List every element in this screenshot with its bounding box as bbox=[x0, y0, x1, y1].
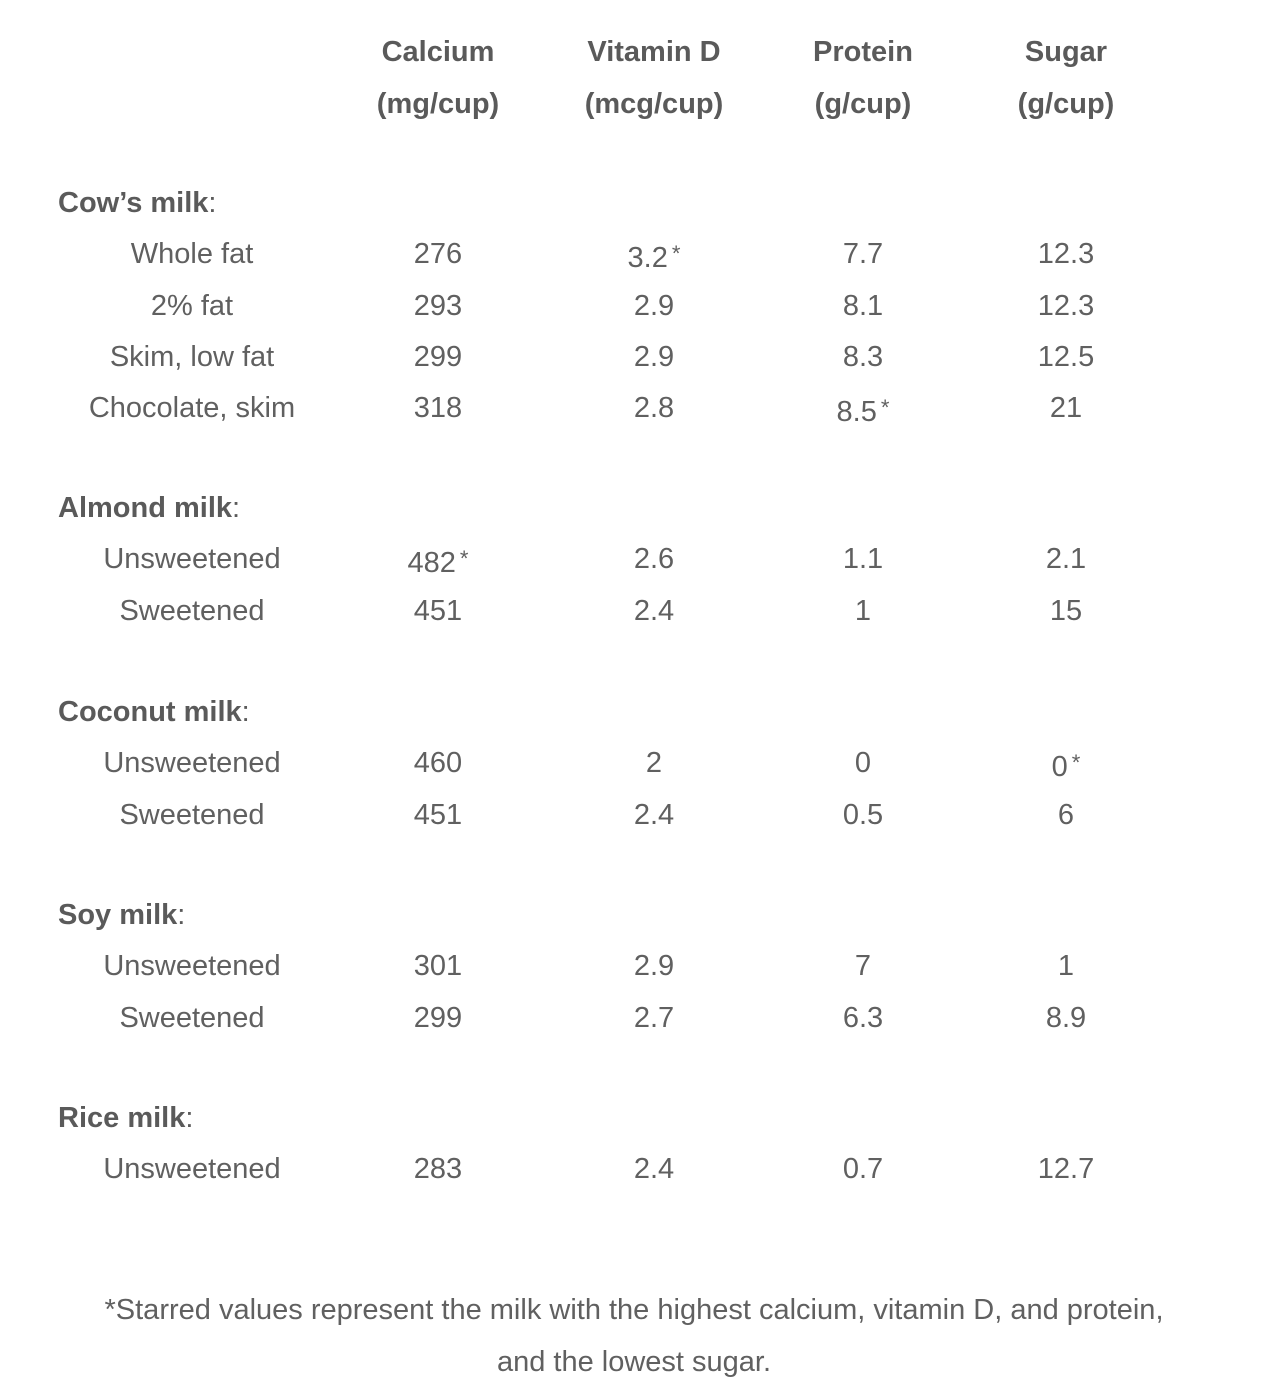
cell-value: 2.8 bbox=[633, 392, 675, 425]
header-protein bbox=[763, 26, 963, 130]
header-calcium-name: Calcium bbox=[381, 36, 495, 68]
cell-calcium bbox=[338, 234, 538, 274]
cell-value: 7 bbox=[854, 950, 872, 983]
cell-calcium bbox=[338, 388, 538, 428]
cell-value: 482 bbox=[407, 547, 456, 580]
group-suffix: : bbox=[177, 899, 186, 931]
star-marker: * bbox=[671, 241, 681, 267]
group-label bbox=[58, 183, 216, 223]
cell-value: 276 bbox=[413, 238, 463, 271]
cell-value: 8.5 bbox=[836, 396, 877, 429]
cell-vitamin-d bbox=[544, 743, 764, 783]
cell-value: 1 bbox=[1057, 950, 1075, 983]
cell-value: 2.9 bbox=[633, 950, 675, 983]
header-protein-unit: (g/cup) bbox=[814, 88, 912, 120]
cell-value: 6.3 bbox=[842, 1001, 884, 1034]
cell-protein bbox=[763, 946, 963, 986]
cell-protein bbox=[763, 234, 963, 274]
cell-calcium bbox=[338, 337, 538, 377]
cell-protein bbox=[763, 286, 963, 326]
cell-value: 1.1 bbox=[842, 543, 884, 576]
group-label bbox=[58, 1098, 193, 1138]
cell-value: 283 bbox=[413, 1153, 463, 1186]
footnote-line-2: and the lowest sugar. bbox=[496, 1346, 772, 1378]
row-label: Chocolate, skim bbox=[88, 392, 296, 425]
cell-calcium bbox=[338, 946, 538, 986]
group-label bbox=[58, 895, 185, 935]
row-label: 2% fat bbox=[150, 289, 234, 322]
cell-sugar bbox=[966, 743, 1166, 787]
group-label bbox=[58, 692, 250, 732]
header-protein-name: Protein bbox=[813, 36, 913, 68]
group-name: Rice milk bbox=[58, 1102, 186, 1134]
cell-sugar bbox=[966, 286, 1166, 326]
group-name: Cow’s milk bbox=[58, 187, 209, 219]
cell-calcium bbox=[338, 286, 538, 326]
cell-value: 2.7 bbox=[633, 1001, 675, 1034]
cell-vitamin-d bbox=[544, 286, 764, 326]
cell-calcium bbox=[338, 591, 538, 631]
cell-value: 12.3 bbox=[1037, 238, 1095, 271]
cell-value: 12.3 bbox=[1037, 289, 1095, 322]
cell-value: 8.3 bbox=[842, 340, 884, 373]
header-vitamin-d-unit: (mcg/cup) bbox=[584, 88, 724, 120]
cell-value: 2.9 bbox=[633, 289, 675, 322]
group-label bbox=[58, 488, 240, 528]
header-sugar bbox=[966, 26, 1166, 130]
cell-protein bbox=[763, 998, 963, 1038]
row-label: Unsweetened bbox=[103, 1153, 281, 1186]
header-sugar-unit: (g/cup) bbox=[1017, 88, 1115, 120]
header-vitamin-d-name: Vitamin D bbox=[587, 36, 721, 68]
cell-calcium bbox=[338, 795, 538, 835]
footnote bbox=[40, 1284, 1228, 1388]
cell-vitamin-d bbox=[544, 1149, 764, 1189]
cell-protein bbox=[763, 795, 963, 835]
cell-value: 451 bbox=[413, 594, 463, 627]
cell-sugar bbox=[966, 591, 1166, 631]
cell-vitamin-d bbox=[544, 795, 764, 835]
cell-value: 0.7 bbox=[842, 1153, 884, 1186]
cell-sugar bbox=[966, 234, 1166, 274]
cell-value: 2.1 bbox=[1045, 543, 1087, 576]
row-label: Sweetened bbox=[119, 594, 265, 627]
group-name: Almond milk bbox=[58, 492, 233, 524]
header-vitamin-d bbox=[544, 26, 764, 130]
row-label: Sweetened bbox=[119, 1001, 265, 1034]
header-sugar-name: Sugar bbox=[1024, 36, 1108, 68]
cell-value: 2 bbox=[645, 747, 663, 780]
group-name: Soy milk bbox=[58, 899, 178, 931]
group-name: Coconut milk bbox=[58, 696, 242, 728]
cell-value: 2.4 bbox=[633, 798, 675, 831]
header-calcium bbox=[338, 26, 538, 130]
cell-value: 2.9 bbox=[633, 340, 675, 373]
cell-sugar bbox=[966, 998, 1166, 1038]
cell-calcium bbox=[338, 998, 538, 1038]
cell-value: 451 bbox=[413, 798, 463, 831]
cell-value: 12.5 bbox=[1037, 340, 1095, 373]
cell-vitamin-d bbox=[544, 591, 764, 631]
cell-value: 3.2 bbox=[627, 242, 668, 275]
cell-protein bbox=[763, 591, 963, 631]
cell-value: 7.7 bbox=[842, 238, 884, 271]
cell-value: 12.7 bbox=[1037, 1153, 1095, 1186]
cell-value: 301 bbox=[413, 950, 463, 983]
cell-value: 15 bbox=[1049, 594, 1083, 627]
group-suffix: : bbox=[185, 1102, 194, 1134]
cell-protein bbox=[763, 337, 963, 377]
cell-sugar bbox=[966, 946, 1166, 986]
cell-vitamin-d bbox=[544, 946, 764, 986]
cell-value: 6 bbox=[1057, 798, 1075, 831]
cell-value: 2.4 bbox=[633, 1153, 675, 1186]
cell-calcium bbox=[338, 539, 538, 583]
cell-value: 2.4 bbox=[633, 594, 675, 627]
cell-value: 8.9 bbox=[1045, 1001, 1087, 1034]
cell-vitamin-d bbox=[544, 234, 764, 278]
cell-value: 299 bbox=[413, 340, 463, 373]
cell-protein bbox=[763, 1149, 963, 1189]
cell-sugar bbox=[966, 388, 1166, 428]
cell-value: 318 bbox=[413, 392, 463, 425]
cell-value: 0.5 bbox=[842, 798, 884, 831]
cell-sugar bbox=[966, 1149, 1166, 1189]
cell-protein bbox=[763, 539, 963, 579]
cell-value: 0 bbox=[1051, 751, 1068, 784]
cell-calcium bbox=[338, 743, 538, 783]
row-label: Whole fat bbox=[130, 238, 254, 271]
cell-protein bbox=[763, 743, 963, 783]
star-marker: * bbox=[459, 546, 469, 572]
cell-sugar bbox=[966, 539, 1166, 579]
group-suffix: : bbox=[208, 187, 217, 219]
cell-value: 0 bbox=[854, 747, 872, 780]
cell-vitamin-d bbox=[544, 337, 764, 377]
footnote-line-1: *Starred values represent the milk with the highest calcium, vitamin D, and protein, bbox=[104, 1294, 1164, 1326]
cell-sugar bbox=[966, 795, 1166, 835]
cell-vitamin-d bbox=[544, 998, 764, 1038]
cell-vitamin-d bbox=[544, 539, 764, 579]
row-label: Unsweetened bbox=[103, 543, 281, 576]
star-marker: * bbox=[880, 395, 890, 421]
row-label: Unsweetened bbox=[103, 747, 281, 780]
row-label: Skim, low fat bbox=[109, 340, 275, 373]
header-calcium-unit: (mg/cup) bbox=[376, 88, 500, 120]
group-suffix: : bbox=[241, 696, 250, 728]
row-label: Unsweetened bbox=[103, 950, 281, 983]
cell-protein bbox=[763, 388, 963, 432]
cell-sugar bbox=[966, 337, 1166, 377]
cell-value: 293 bbox=[413, 289, 463, 322]
cell-value: 2.6 bbox=[633, 543, 675, 576]
cell-value: 299 bbox=[413, 1001, 463, 1034]
row-label: Sweetened bbox=[119, 798, 265, 831]
cell-value: 1 bbox=[854, 594, 872, 627]
star-marker: * bbox=[1071, 750, 1081, 776]
cell-value: 8.1 bbox=[842, 289, 884, 322]
cell-vitamin-d bbox=[544, 388, 764, 428]
cell-value: 460 bbox=[413, 747, 463, 780]
cell-calcium bbox=[338, 1149, 538, 1189]
group-suffix: : bbox=[232, 492, 241, 524]
cell-value: 21 bbox=[1049, 392, 1083, 425]
